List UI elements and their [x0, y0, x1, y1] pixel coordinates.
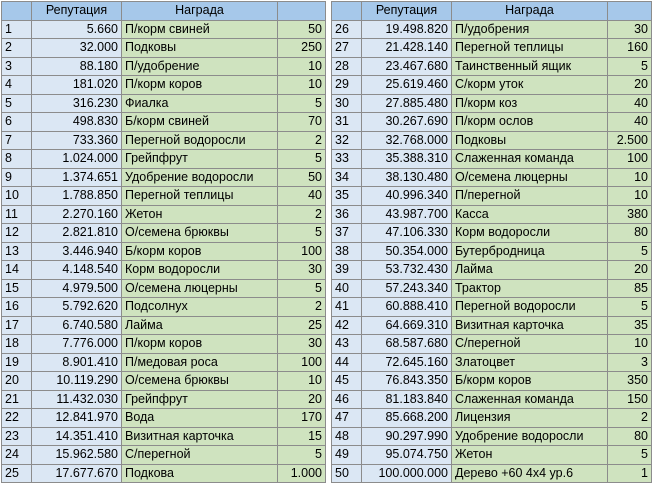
quantity-cell: 40 — [278, 187, 326, 206]
reward-cell: Перегной водоросли — [122, 131, 278, 150]
header-reputation: Репутация — [32, 2, 122, 21]
table-row — [2, 76, 326, 95]
reputation-cell: 10.119.290 — [32, 372, 122, 391]
quantity-cell: 40 — [608, 94, 652, 113]
reputation-cell: 85.668.200 — [362, 409, 452, 428]
reputation-cell: 12.841.970 — [32, 409, 122, 428]
reputation-cell: 57.243.340 — [362, 279, 452, 298]
table-row — [332, 131, 652, 150]
table-row — [2, 427, 326, 446]
quantity-cell: 2 — [278, 205, 326, 224]
table-row — [2, 446, 326, 465]
reputation-cell: 2.270.160 — [32, 205, 122, 224]
table-row — [2, 409, 326, 428]
row-number: 38 — [332, 242, 362, 261]
row-number: 44 — [332, 353, 362, 372]
reputation-cell: 8.901.410 — [32, 353, 122, 372]
table-body-left — [2, 20, 326, 483]
row-number: 29 — [332, 76, 362, 95]
row-number: 48 — [332, 427, 362, 446]
row-number: 18 — [2, 335, 32, 354]
reward-cell: Б/корм коров — [452, 372, 608, 391]
table-row — [332, 113, 652, 132]
quantity-cell: 100 — [608, 150, 652, 169]
reward-cell: П/корм свиней — [122, 20, 278, 39]
table-row — [2, 335, 326, 354]
reward-cell: С/перегной — [452, 335, 608, 354]
row-number: 36 — [332, 205, 362, 224]
header-row — [332, 2, 652, 21]
reward-cell: О/семена брюквы — [122, 372, 278, 391]
reward-cell: Грейпфрут — [122, 150, 278, 169]
table-row — [332, 187, 652, 206]
header-row — [2, 2, 326, 21]
quantity-cell: 5 — [608, 446, 652, 465]
reward-cell: Лицензия — [452, 409, 608, 428]
reward-cell: Грейпфрут — [122, 390, 278, 409]
quantity-cell: 2.500 — [608, 131, 652, 150]
row-number: 49 — [332, 446, 362, 465]
table-row — [332, 446, 652, 465]
reward-cell: Перегной теплицы — [452, 39, 608, 58]
table-row — [332, 409, 652, 428]
reward-cell: П/корм коров — [122, 335, 278, 354]
reward-cell: Подкова — [122, 464, 278, 483]
quantity-cell: 25 — [278, 316, 326, 335]
reputation-cell: 40.996.340 — [362, 187, 452, 206]
table-row — [332, 94, 652, 113]
header-reward: Награда — [122, 2, 278, 21]
quantity-cell: 30 — [278, 335, 326, 354]
table-row — [332, 298, 652, 317]
quantity-cell: 1 — [608, 464, 652, 483]
row-number: 2 — [2, 39, 32, 58]
row-number: 24 — [2, 446, 32, 465]
row-number: 40 — [332, 279, 362, 298]
header-reputation: Репутация — [362, 2, 452, 21]
reward-cell: О/семена люцерны — [122, 279, 278, 298]
row-number: 11 — [2, 205, 32, 224]
quantity-cell: 150 — [608, 390, 652, 409]
quantity-cell: 5 — [278, 446, 326, 465]
row-number: 13 — [2, 242, 32, 261]
quantity-cell: 2 — [278, 131, 326, 150]
row-number: 8 — [2, 150, 32, 169]
table-row — [332, 372, 652, 391]
reward-cell: Перегной теплицы — [122, 187, 278, 206]
quantity-cell: 10 — [608, 187, 652, 206]
reputation-cell: 43.987.700 — [362, 205, 452, 224]
row-number: 23 — [2, 427, 32, 446]
table-row — [332, 20, 652, 39]
table-row — [2, 298, 326, 317]
quantity-cell: 350 — [608, 372, 652, 391]
table-row — [2, 390, 326, 409]
reward-table-left — [1, 1, 326, 483]
reward-cell: П/корм ослов — [452, 113, 608, 132]
table-row — [2, 168, 326, 187]
row-number: 3 — [2, 57, 32, 76]
reward-cell: Лайма — [122, 316, 278, 335]
table-row — [332, 39, 652, 58]
reputation-cell: 95.074.750 — [362, 446, 452, 465]
row-number: 41 — [332, 298, 362, 317]
reputation-cell: 38.130.480 — [362, 168, 452, 187]
table-row — [2, 279, 326, 298]
table-row — [2, 464, 326, 483]
reputation-cell: 7.776.000 — [32, 335, 122, 354]
row-number: 22 — [2, 409, 32, 428]
reward-cell: П/медовая роса — [122, 353, 278, 372]
reward-cell: С/корм уток — [452, 76, 608, 95]
table-row — [332, 242, 652, 261]
reward-cell: Дерево +60 4х4 ур.6 — [452, 464, 608, 483]
row-number: 50 — [332, 464, 362, 483]
table-row — [2, 316, 326, 335]
reward-cell: Трактор — [452, 279, 608, 298]
row-number: 31 — [332, 113, 362, 132]
row-number: 34 — [332, 168, 362, 187]
header-number — [2, 2, 32, 21]
row-number: 19 — [2, 353, 32, 372]
quantity-cell: 10 — [278, 57, 326, 76]
quantity-cell: 80 — [608, 427, 652, 446]
reward-cell: С/перегной — [122, 446, 278, 465]
header-reward: Награда — [452, 2, 608, 21]
row-number: 14 — [2, 261, 32, 280]
reputation-cell: 100.000.000 — [362, 464, 452, 483]
reputation-cell: 498.830 — [32, 113, 122, 132]
reputation-cell: 27.885.480 — [362, 94, 452, 113]
quantity-cell: 35 — [608, 316, 652, 335]
table-row — [332, 224, 652, 243]
reward-cell: П/удобрение — [122, 57, 278, 76]
reward-cell: О/семена люцерны — [452, 168, 608, 187]
reward-cell: Фиалка — [122, 94, 278, 113]
quantity-cell: 5 — [278, 224, 326, 243]
reputation-cell: 25.619.460 — [362, 76, 452, 95]
row-number: 16 — [2, 298, 32, 317]
reputation-cell: 181.020 — [32, 76, 122, 95]
quantity-cell: 100 — [278, 353, 326, 372]
reward-cell: Б/корм свиней — [122, 113, 278, 132]
reward-cell: Б/корм коров — [122, 242, 278, 261]
row-number: 46 — [332, 390, 362, 409]
row-number: 30 — [332, 94, 362, 113]
table-row — [332, 150, 652, 169]
table-row — [332, 353, 652, 372]
reputation-cell: 2.821.810 — [32, 224, 122, 243]
reputation-cell: 17.677.670 — [32, 464, 122, 483]
quantity-cell: 50 — [278, 168, 326, 187]
row-number: 4 — [2, 76, 32, 95]
quantity-cell: 5 — [608, 298, 652, 317]
row-number: 10 — [2, 187, 32, 206]
reputation-cell: 4.979.500 — [32, 279, 122, 298]
quantity-cell: 30 — [608, 20, 652, 39]
reputation-cell: 5.660 — [32, 20, 122, 39]
quantity-cell: 2 — [608, 409, 652, 428]
reward-cell: Визитная карточка — [122, 427, 278, 446]
table-row — [332, 316, 652, 335]
reward-cell: Лайма — [452, 261, 608, 280]
reputation-cell: 60.888.410 — [362, 298, 452, 317]
header-number — [332, 2, 362, 21]
reputation-cell: 316.230 — [32, 94, 122, 113]
quantity-cell: 250 — [278, 39, 326, 58]
table-row — [332, 464, 652, 483]
reward-cell: П/корм коз — [452, 94, 608, 113]
quantity-cell: 20 — [608, 261, 652, 280]
quantity-cell: 10 — [278, 76, 326, 95]
quantity-cell: 5 — [608, 57, 652, 76]
quantity-cell: 5 — [278, 279, 326, 298]
reputation-cell: 88.180 — [32, 57, 122, 76]
table-row — [332, 390, 652, 409]
row-number: 7 — [2, 131, 32, 150]
quantity-cell: 20 — [278, 390, 326, 409]
quantity-cell: 5 — [608, 242, 652, 261]
table-row — [332, 279, 652, 298]
row-number: 12 — [2, 224, 32, 243]
row-number: 45 — [332, 372, 362, 391]
reward-cell: Подковы — [452, 131, 608, 150]
header-quantity — [608, 2, 652, 21]
table-row — [2, 57, 326, 76]
reward-cell: Подковы — [122, 39, 278, 58]
reputation-cell: 1.024.000 — [32, 150, 122, 169]
reputation-cell: 50.354.000 — [362, 242, 452, 261]
table-row — [2, 261, 326, 280]
table-body-right — [332, 20, 652, 483]
table-row — [2, 187, 326, 206]
reputation-cell: 1.374.651 — [32, 168, 122, 187]
reputation-cell: 90.297.990 — [362, 427, 452, 446]
quantity-cell: 40 — [608, 113, 652, 132]
reputation-cell: 76.843.350 — [362, 372, 452, 391]
reward-cell: Корм водоросли — [452, 224, 608, 243]
table-row — [2, 131, 326, 150]
reputation-cell: 72.645.160 — [362, 353, 452, 372]
quantity-cell: 20 — [608, 76, 652, 95]
reputation-cell: 5.792.620 — [32, 298, 122, 317]
quantity-cell: 3 — [608, 353, 652, 372]
quantity-cell: 30 — [278, 261, 326, 280]
reputation-cell: 1.788.850 — [32, 187, 122, 206]
quantity-cell: 1.000 — [278, 464, 326, 483]
reward-cell: Жетон — [452, 446, 608, 465]
row-number: 33 — [332, 150, 362, 169]
table-row — [332, 76, 652, 95]
row-number: 39 — [332, 261, 362, 280]
row-number: 1 — [2, 20, 32, 39]
table-row — [2, 372, 326, 391]
reward-cell: Удобрение водоросли — [452, 427, 608, 446]
reputation-cell: 47.106.330 — [362, 224, 452, 243]
row-number: 21 — [2, 390, 32, 409]
quantity-cell: 10 — [278, 372, 326, 391]
row-number: 27 — [332, 39, 362, 58]
row-number: 35 — [332, 187, 362, 206]
row-number: 28 — [332, 57, 362, 76]
reward-cell: Бутербродница — [452, 242, 608, 261]
reputation-cell: 32.000 — [32, 39, 122, 58]
reward-cell: Слаженная команда — [452, 150, 608, 169]
reward-cell: Жетон — [122, 205, 278, 224]
reputation-cell: 3.446.940 — [32, 242, 122, 261]
table-row — [332, 57, 652, 76]
quantity-cell: 15 — [278, 427, 326, 446]
row-number: 42 — [332, 316, 362, 335]
reputation-cell: 81.183.840 — [362, 390, 452, 409]
reward-cell: Перегной водоросли — [452, 298, 608, 317]
row-number: 5 — [2, 94, 32, 113]
quantity-cell: 70 — [278, 113, 326, 132]
reputation-cell: 21.428.140 — [362, 39, 452, 58]
reputation-cell: 23.467.680 — [362, 57, 452, 76]
reward-cell: П/корм коров — [122, 76, 278, 95]
reward-cell: Слаженная команда — [452, 390, 608, 409]
table-row — [2, 242, 326, 261]
quantity-cell: 160 — [608, 39, 652, 58]
quantity-cell: 10 — [608, 335, 652, 354]
row-number: 25 — [2, 464, 32, 483]
reputation-cell: 14.351.410 — [32, 427, 122, 446]
reward-cell: Подсолнух — [122, 298, 278, 317]
row-number: 17 — [2, 316, 32, 335]
quantity-cell: 50 — [278, 20, 326, 39]
table-row — [332, 168, 652, 187]
reputation-cell: 68.587.680 — [362, 335, 452, 354]
table-row — [332, 427, 652, 446]
table-row — [2, 150, 326, 169]
table-row — [2, 113, 326, 132]
quantity-cell: 10 — [608, 168, 652, 187]
reward-cell: О/семена брюквы — [122, 224, 278, 243]
row-number: 20 — [2, 372, 32, 391]
table-row — [2, 39, 326, 58]
row-number: 9 — [2, 168, 32, 187]
table-row — [2, 224, 326, 243]
quantity-cell: 80 — [608, 224, 652, 243]
reward-cell: Вода — [122, 409, 278, 428]
reputation-cell: 35.388.310 — [362, 150, 452, 169]
quantity-cell: 5 — [278, 150, 326, 169]
quantity-cell: 85 — [608, 279, 652, 298]
header-quantity — [278, 2, 326, 21]
reward-cell: Визитная карточка — [452, 316, 608, 335]
table-row — [332, 205, 652, 224]
reputation-cell: 19.498.820 — [362, 20, 452, 39]
reputation-cell: 30.267.690 — [362, 113, 452, 132]
reputation-cell: 11.432.030 — [32, 390, 122, 409]
table-row — [2, 353, 326, 372]
row-number: 37 — [332, 224, 362, 243]
reputation-cell: 4.148.540 — [32, 261, 122, 280]
reward-table-right — [331, 1, 652, 483]
reputation-cell: 53.732.430 — [362, 261, 452, 280]
table-row — [332, 261, 652, 280]
row-number: 47 — [332, 409, 362, 428]
reward-cell: П/перегной — [452, 187, 608, 206]
reputation-cell: 6.740.580 — [32, 316, 122, 335]
reputation-cell: 733.360 — [32, 131, 122, 150]
row-number: 32 — [332, 131, 362, 150]
table-row — [2, 94, 326, 113]
table-row — [2, 20, 326, 39]
reward-cell: Удобрение водоросли — [122, 168, 278, 187]
row-number: 26 — [332, 20, 362, 39]
quantity-cell: 2 — [278, 298, 326, 317]
reputation-cell: 64.669.310 — [362, 316, 452, 335]
quantity-cell: 5 — [278, 94, 326, 113]
reward-cell: Корм водоросли — [122, 261, 278, 280]
row-number: 6 — [2, 113, 32, 132]
quantity-cell: 380 — [608, 205, 652, 224]
table-row — [332, 335, 652, 354]
quantity-cell: 170 — [278, 409, 326, 428]
reputation-cell: 32.768.000 — [362, 131, 452, 150]
reward-cell: Златоцвет — [452, 353, 608, 372]
row-number: 15 — [2, 279, 32, 298]
reward-cell: П/удобрения — [452, 20, 608, 39]
reward-cell: Касса — [452, 205, 608, 224]
row-number: 43 — [332, 335, 362, 354]
quantity-cell: 100 — [278, 242, 326, 261]
table-row — [2, 205, 326, 224]
reward-cell: Таинственный ящик — [452, 57, 608, 76]
reputation-cell: 15.962.580 — [32, 446, 122, 465]
